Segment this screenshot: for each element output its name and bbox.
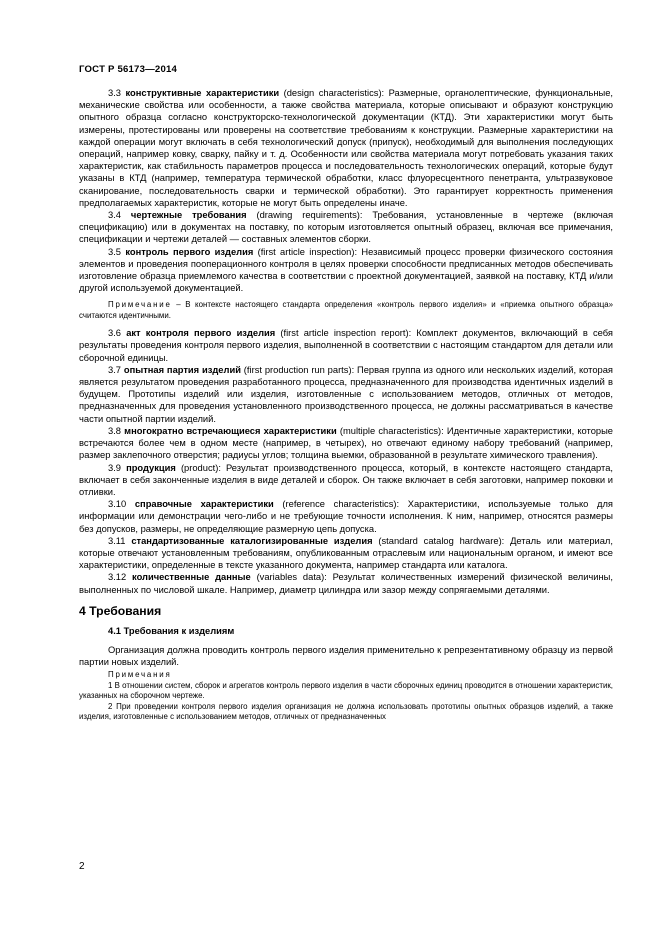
note-3-5: Примечание – В контексте настоящего стандарта определения «контроль первого изделия» и «приемка опытного образца» считаются идентичными.	[79, 300, 613, 320]
definition-3-7: 3.7 опытная партия изделий (first production run parts): Первая группа из одного или нескольких изделий, которая является результатом проведения разработанного процесса, предназначенного для производства идентичных изделий в будущем. Прототипы изделий или изделия, изготовленные с использованием методов, отличных от методов, предназначенных для проведения установленного производственного процесса, не должны рассматриваться в качестве части опытной партии изделий.	[79, 364, 613, 424]
definition-3-6: 3.6 акт контроля первого изделия (first article inspection report): Комплект документов, включающий в себя результаты проведения контроля первого изделия, выполненной в соответствии с настоящим стандартом для детали или сборочной единицы.	[79, 328, 613, 363]
page-number: 2	[79, 861, 85, 872]
definition-3-12: 3.12 количественные данные (variables data): Результат количественных измерений физической величины, выполненных по числовой шкале. Например, диаметр цилиндра или зазор между сопрягаемыми деталями.	[79, 572, 613, 595]
definition-3-10: 3.10 справочные характеристики (reference characteristics): Характеристики, используемые только для информации или демонстрации чего-либо и не требующие точности исполнения. К ним, например, относятся размеры без допусков, размеры, не определяющие размерную цепь допуска.	[79, 499, 613, 534]
definition-3-4: 3.4 чертежные требования (drawing requirements): Требования, установленные в чертеже (включая спецификацию) или в документах на поставку, по которым изготовляется опытный образец, включая все примечания, спецификации и чертежи деталей — составных элементов сборки.	[79, 210, 613, 245]
definition-3-11: 3.11 стандартизованные каталогизированные изделия (standard catalog hardware): Деталь или материал, которые отвечают установленным требованиям, опубликованным отраслевым или национальным органом, и имеют все характеристики, определенные в тексте указанного документа, например стандарта или каталога.	[79, 535, 613, 571]
definition-3-9: 3.9 продукция (product): Результат производственного процесса, который, в контексте настоящего стандарта, включает в себя законченные изделия в виде деталей и сборок. Он также включает в себя заготовки, например поковки и отливки.	[79, 462, 613, 497]
notes-4-1	[79, 670, 613, 722]
section-4-1-text: Организация должна проводить контроль первого изделия применительно к репрезентативному образцу из первой партии новых изделий.	[79, 644, 613, 668]
definition-3-8: 3.8 многократно встречающиеся характеристики (multiple characteristics): Идентичные характеристики, которые встречаются более чем в одном месте (например, в четырех), но отвечают единому набору требований (например, размер заклепочного отверстия; радиусы углов; толщина выемки, образованной в результате химического травления).	[79, 425, 614, 461]
note-1: 1 В отношении систем, сборок и агрегатов контроль первого изделия в части сборочных единиц проводится в отношении характеристик, указанных на сборочном чертеже.	[79, 680, 613, 701]
section-4-heading: 4 Требования	[79, 603, 162, 618]
definition-3-5: 3.5 контроль первого изделия (first article inspection): Независимый процесс проверки физического состояния элементов и проведения пооперационного контроля в целях проверки способности предписанных методов обеспечивать изготовление образца приемлемого качества в соответствии с проектной документацией, заявкой на поставку, КТД и/или другой используемой документацией.	[79, 246, 613, 294]
standard-header: ГОСТ Р 56173—2014	[79, 64, 178, 75]
definition-3-3: 3.3 конструктивные характеристики (design characteristics): Размерные, органолептические, функциональные, механические свойства или особенности, а также свойства материала, которые описывают и образуют конструкцию опытного образца согласно конструкторско-технологической документации (КТД). Эти характеристики могут быть измерены, протестированы или проверены на соответствие требованиям к конструкции. Размерные характеристики на каждой операции могут включать в себя технологический допуск (припуск), необходимый для выполнения последующих операций, например ковку, сварку, пайку и т. д. Особенности или свойства материала могут потребовать указания таких характеристик, как стабильность параметров процесса и последовательность технологических операций, которые будут указаны в КТД (например, температура термической обработки, класс флуоресцентного пенетранта, ультразвуковое сканирование, последовательность сварки и термической обработки). Это гарантирует корректность применения предполагаемых характеристик, которые не могут быть определены иначе.	[79, 88, 613, 208]
notes-label: Примечания	[108, 670, 172, 680]
section-4-1-heading: 4.1 Требования к изделиям	[108, 625, 235, 636]
note-2: 2 При проведении контроля первого изделия организация не должна использовать прототипы опытных образцов изделий, а также изделия, изготовленные с использованием методов, отличных от предназначенных	[79, 701, 613, 721]
document-body	[79, 87, 613, 722]
